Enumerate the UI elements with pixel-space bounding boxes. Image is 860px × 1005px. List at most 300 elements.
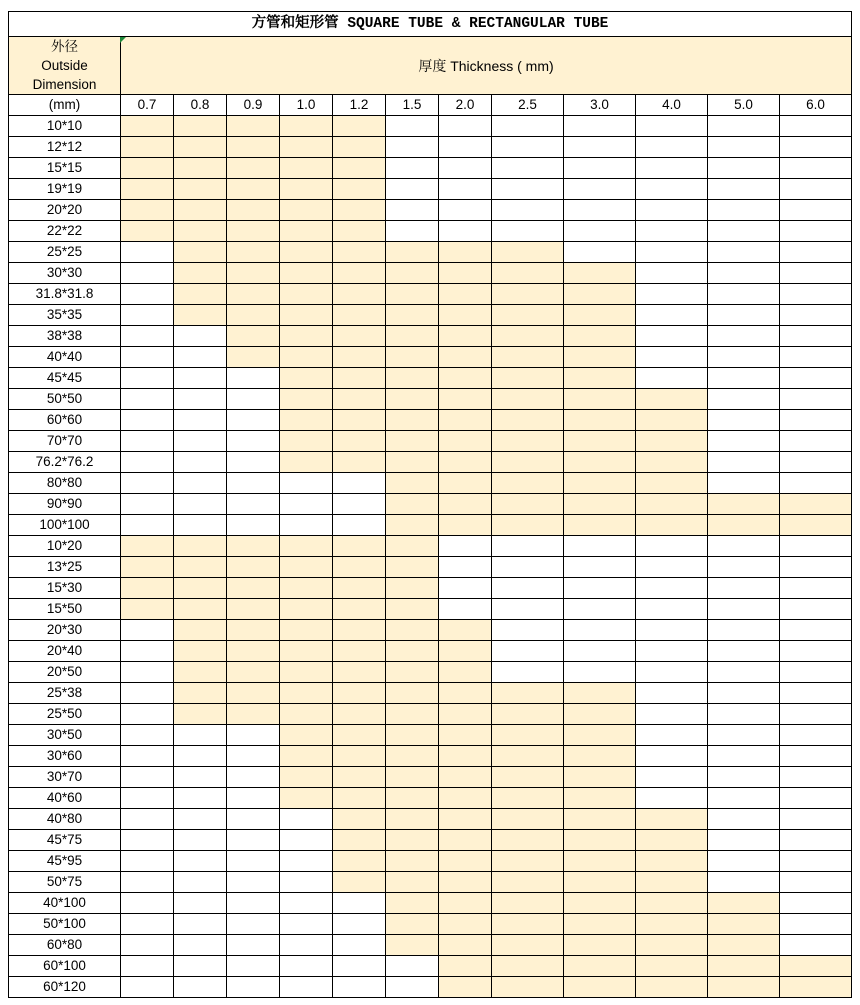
available-cell: [492, 935, 564, 956]
available-cell: [636, 914, 708, 935]
available-cell: [636, 809, 708, 830]
table-row: [9, 872, 852, 893]
available-cell: [333, 305, 386, 326]
available-cell: [280, 137, 333, 158]
available-cell: [121, 599, 174, 620]
table-row: [9, 200, 852, 221]
empty-cell: [708, 221, 780, 242]
available-cell: [333, 599, 386, 620]
empty-cell: [174, 830, 227, 851]
empty-cell: [492, 578, 564, 599]
empty-cell: [780, 263, 852, 284]
empty-cell: [708, 347, 780, 368]
table-row: [9, 851, 852, 872]
available-cell: [386, 305, 439, 326]
available-cell: [636, 431, 708, 452]
available-cell: [227, 263, 280, 284]
empty-cell: [780, 116, 852, 137]
empty-cell: [564, 557, 636, 578]
empty-cell: [636, 284, 708, 305]
available-cell: [439, 935, 492, 956]
empty-cell: [780, 326, 852, 347]
available-cell: [780, 494, 852, 515]
available-cell: [280, 725, 333, 746]
empty-cell: [439, 179, 492, 200]
empty-cell: [280, 872, 333, 893]
table-row: [9, 137, 852, 158]
available-cell: [492, 725, 564, 746]
available-cell: [280, 326, 333, 347]
available-cell: [174, 704, 227, 725]
available-cell: [492, 767, 564, 788]
table-row: [9, 704, 852, 725]
unit-label: (mm): [9, 95, 121, 116]
table-row: [9, 368, 852, 389]
empty-cell: [708, 809, 780, 830]
available-cell: [636, 872, 708, 893]
available-cell: [333, 641, 386, 662]
thickness-col-header: 2.5: [492, 95, 564, 116]
available-cell: [227, 179, 280, 200]
thickness-col-header: 5.0: [708, 95, 780, 116]
available-cell: [439, 284, 492, 305]
available-cell: [333, 368, 386, 389]
available-cell: [708, 977, 780, 998]
empty-cell: [780, 935, 852, 956]
available-cell: [280, 746, 333, 767]
empty-cell: [121, 641, 174, 662]
table-row: [9, 536, 852, 557]
empty-cell: [564, 662, 636, 683]
empty-cell: [227, 410, 280, 431]
dimension-cell: 45*95: [9, 851, 121, 872]
empty-cell: [564, 578, 636, 599]
empty-cell: [333, 977, 386, 998]
available-cell: [636, 893, 708, 914]
empty-cell: [708, 242, 780, 263]
table-row: [9, 263, 852, 284]
empty-cell: [780, 683, 852, 704]
available-cell: [492, 956, 564, 977]
available-cell: [280, 368, 333, 389]
dimension-cell: 45*75: [9, 830, 121, 851]
available-cell: [439, 368, 492, 389]
available-cell: [636, 935, 708, 956]
available-cell: [386, 809, 439, 830]
available-cell: [280, 221, 333, 242]
available-cell: [492, 977, 564, 998]
available-cell: [780, 956, 852, 977]
dimension-cell: 38*38: [9, 326, 121, 347]
available-cell: [439, 263, 492, 284]
available-cell: [174, 578, 227, 599]
empty-cell: [121, 410, 174, 431]
empty-cell: [780, 641, 852, 662]
empty-cell: [280, 515, 333, 536]
table-row: [9, 935, 852, 956]
empty-cell: [174, 515, 227, 536]
available-cell: [564, 473, 636, 494]
available-cell: [439, 473, 492, 494]
empty-cell: [780, 725, 852, 746]
table-row: [9, 641, 852, 662]
table-row: [9, 830, 852, 851]
empty-cell: [636, 368, 708, 389]
empty-cell: [227, 473, 280, 494]
available-cell: [439, 893, 492, 914]
empty-cell: [121, 746, 174, 767]
available-cell: [280, 599, 333, 620]
available-cell: [564, 452, 636, 473]
available-cell: [708, 515, 780, 536]
available-cell: [280, 242, 333, 263]
available-cell: [333, 431, 386, 452]
available-cell: [564, 326, 636, 347]
dimension-cell: 60*100: [9, 956, 121, 977]
empty-cell: [121, 704, 174, 725]
empty-cell: [227, 977, 280, 998]
available-cell: [492, 263, 564, 284]
empty-cell: [636, 578, 708, 599]
empty-cell: [439, 599, 492, 620]
available-cell: [386, 725, 439, 746]
dimension-cell: 25*38: [9, 683, 121, 704]
empty-cell: [227, 389, 280, 410]
empty-cell: [780, 788, 852, 809]
outside-dimension-label-cn: 外径: [51, 39, 78, 54]
empty-cell: [564, 599, 636, 620]
empty-cell: [121, 473, 174, 494]
empty-cell: [333, 935, 386, 956]
empty-cell: [492, 641, 564, 662]
available-cell: [492, 452, 564, 473]
table-row: [9, 431, 852, 452]
thickness-col-header: 2.0: [439, 95, 492, 116]
empty-cell: [439, 536, 492, 557]
available-cell: [227, 284, 280, 305]
dimension-cell: 13*25: [9, 557, 121, 578]
available-cell: [333, 704, 386, 725]
empty-cell: [174, 473, 227, 494]
empty-cell: [780, 473, 852, 494]
table-row: [9, 284, 852, 305]
empty-cell: [227, 809, 280, 830]
available-cell: [492, 368, 564, 389]
available-cell: [492, 872, 564, 893]
table-row: [9, 914, 852, 935]
empty-cell: [708, 662, 780, 683]
empty-cell: [708, 305, 780, 326]
available-cell: [280, 410, 333, 431]
available-cell: [564, 515, 636, 536]
available-cell: [174, 137, 227, 158]
available-cell: [439, 494, 492, 515]
empty-cell: [564, 641, 636, 662]
empty-cell: [121, 347, 174, 368]
empty-cell: [121, 683, 174, 704]
available-cell: [386, 746, 439, 767]
available-cell: [174, 599, 227, 620]
empty-cell: [280, 809, 333, 830]
available-cell: [174, 158, 227, 179]
empty-cell: [780, 914, 852, 935]
empty-cell: [780, 410, 852, 431]
available-cell: [386, 851, 439, 872]
available-cell: [280, 305, 333, 326]
empty-cell: [121, 263, 174, 284]
empty-cell: [636, 683, 708, 704]
available-cell: [333, 620, 386, 641]
available-cell: [564, 305, 636, 326]
empty-cell: [780, 599, 852, 620]
available-cell: [121, 158, 174, 179]
available-cell: [439, 704, 492, 725]
empty-cell: [708, 620, 780, 641]
available-cell: [708, 494, 780, 515]
available-cell: [280, 641, 333, 662]
table-row: [9, 494, 852, 515]
available-cell: [439, 326, 492, 347]
dimension-cell: 25*50: [9, 704, 121, 725]
empty-cell: [174, 809, 227, 830]
empty-cell: [121, 788, 174, 809]
empty-cell: [708, 767, 780, 788]
empty-cell: [492, 137, 564, 158]
empty-cell: [780, 431, 852, 452]
empty-cell: [121, 914, 174, 935]
table-row: [9, 893, 852, 914]
dimension-cell: 80*80: [9, 473, 121, 494]
available-cell: [280, 662, 333, 683]
thickness-col-header: 1.0: [280, 95, 333, 116]
empty-cell: [708, 746, 780, 767]
available-cell: [333, 389, 386, 410]
available-cell: [708, 935, 780, 956]
thickness-col-header: 1.5: [386, 95, 439, 116]
empty-cell: [780, 662, 852, 683]
available-cell: [280, 704, 333, 725]
available-cell: [333, 809, 386, 830]
empty-cell: [174, 368, 227, 389]
empty-cell: [121, 284, 174, 305]
empty-cell: [121, 662, 174, 683]
empty-cell: [708, 431, 780, 452]
available-cell: [492, 473, 564, 494]
empty-cell: [121, 431, 174, 452]
available-cell: [492, 809, 564, 830]
empty-cell: [174, 746, 227, 767]
empty-cell: [492, 221, 564, 242]
available-cell: [386, 263, 439, 284]
empty-cell: [636, 641, 708, 662]
empty-cell: [174, 935, 227, 956]
available-cell: [280, 347, 333, 368]
available-cell: [333, 767, 386, 788]
available-cell: [333, 851, 386, 872]
available-cell: [439, 389, 492, 410]
empty-cell: [780, 809, 852, 830]
available-cell: [439, 977, 492, 998]
empty-cell: [174, 389, 227, 410]
available-cell: [439, 830, 492, 851]
table-row: [9, 788, 852, 809]
available-cell: [386, 347, 439, 368]
available-cell: [386, 389, 439, 410]
empty-cell: [708, 830, 780, 851]
empty-cell: [708, 725, 780, 746]
available-cell: [492, 746, 564, 767]
empty-cell: [636, 326, 708, 347]
empty-cell: [492, 557, 564, 578]
available-cell: [439, 242, 492, 263]
empty-cell: [636, 725, 708, 746]
empty-cell: [280, 494, 333, 515]
thickness-col-header: 0.7: [121, 95, 174, 116]
table-row: [9, 578, 852, 599]
available-cell: [636, 410, 708, 431]
available-cell: [439, 914, 492, 935]
empty-cell: [121, 242, 174, 263]
available-cell: [280, 200, 333, 221]
dimension-cell: 40*60: [9, 788, 121, 809]
available-cell: [564, 431, 636, 452]
available-cell: [333, 326, 386, 347]
available-cell: [280, 620, 333, 641]
available-cell: [174, 305, 227, 326]
available-cell: [492, 431, 564, 452]
available-cell: [280, 179, 333, 200]
outside-dimension-label-en1: Outside: [41, 58, 88, 73]
empty-cell: [121, 494, 174, 515]
available-cell: [174, 179, 227, 200]
dimension-cell: 60*60: [9, 410, 121, 431]
empty-cell: [227, 767, 280, 788]
available-cell: [439, 431, 492, 452]
available-cell: [386, 662, 439, 683]
available-cell: [333, 137, 386, 158]
available-cell: [174, 683, 227, 704]
empty-cell: [708, 641, 780, 662]
empty-cell: [636, 158, 708, 179]
empty-cell: [564, 200, 636, 221]
available-cell: [492, 494, 564, 515]
available-cell: [439, 641, 492, 662]
empty-cell: [174, 872, 227, 893]
dimension-cell: 30*30: [9, 263, 121, 284]
empty-cell: [636, 200, 708, 221]
table-row: [9, 305, 852, 326]
available-cell: [439, 851, 492, 872]
available-cell: [492, 893, 564, 914]
available-cell: [439, 452, 492, 473]
empty-cell: [564, 116, 636, 137]
available-cell: [174, 557, 227, 578]
empty-cell: [386, 200, 439, 221]
available-cell: [174, 620, 227, 641]
available-cell: [636, 956, 708, 977]
available-cell: [280, 452, 333, 473]
empty-cell: [386, 956, 439, 977]
available-cell: [121, 557, 174, 578]
empty-cell: [280, 473, 333, 494]
available-cell: [333, 662, 386, 683]
available-cell: [174, 536, 227, 557]
empty-cell: [386, 221, 439, 242]
available-cell: [386, 494, 439, 515]
dimension-cell: 30*70: [9, 767, 121, 788]
empty-cell: [492, 158, 564, 179]
empty-cell: [227, 725, 280, 746]
empty-cell: [780, 137, 852, 158]
empty-cell: [386, 158, 439, 179]
empty-cell: [121, 851, 174, 872]
dimension-cell: 40*80: [9, 809, 121, 830]
available-cell: [564, 872, 636, 893]
available-cell: [564, 851, 636, 872]
available-cell: [174, 200, 227, 221]
empty-cell: [174, 326, 227, 347]
empty-cell: [708, 578, 780, 599]
dimension-cell: 31.8*31.8: [9, 284, 121, 305]
available-cell: [227, 200, 280, 221]
empty-cell: [780, 578, 852, 599]
available-cell: [386, 515, 439, 536]
thickness-col-header: 3.0: [564, 95, 636, 116]
empty-cell: [174, 452, 227, 473]
available-cell: [227, 557, 280, 578]
available-cell: [280, 158, 333, 179]
available-cell: [386, 473, 439, 494]
empty-cell: [564, 137, 636, 158]
empty-cell: [174, 851, 227, 872]
dimension-cell: 60*120: [9, 977, 121, 998]
empty-cell: [492, 620, 564, 641]
available-cell: [227, 662, 280, 683]
dimension-cell: 12*12: [9, 137, 121, 158]
available-cell: [439, 620, 492, 641]
table-row: [9, 452, 852, 473]
available-cell: [121, 179, 174, 200]
available-cell: [333, 263, 386, 284]
available-cell: [227, 704, 280, 725]
empty-cell: [780, 368, 852, 389]
empty-cell: [280, 956, 333, 977]
available-cell: [492, 242, 564, 263]
available-cell: [227, 158, 280, 179]
empty-cell: [636, 599, 708, 620]
available-cell: [227, 116, 280, 137]
empty-cell: [333, 956, 386, 977]
empty-cell: [708, 599, 780, 620]
available-cell: [280, 431, 333, 452]
empty-cell: [174, 347, 227, 368]
table-title: 方管和矩形管 SQUARE TUBE & RECTANGULAR TUBE: [9, 12, 852, 37]
empty-cell: [280, 977, 333, 998]
table-row: [9, 326, 852, 347]
available-cell: [121, 578, 174, 599]
available-cell: [439, 767, 492, 788]
empty-cell: [708, 788, 780, 809]
available-cell: [227, 221, 280, 242]
thickness-col-header: 6.0: [780, 95, 852, 116]
outside-dimension-label-en2: Dimension: [32, 77, 97, 92]
empty-cell: [386, 179, 439, 200]
available-cell: [386, 326, 439, 347]
empty-cell: [492, 179, 564, 200]
dimension-cell: 40*40: [9, 347, 121, 368]
empty-cell: [121, 977, 174, 998]
available-cell: [280, 116, 333, 137]
